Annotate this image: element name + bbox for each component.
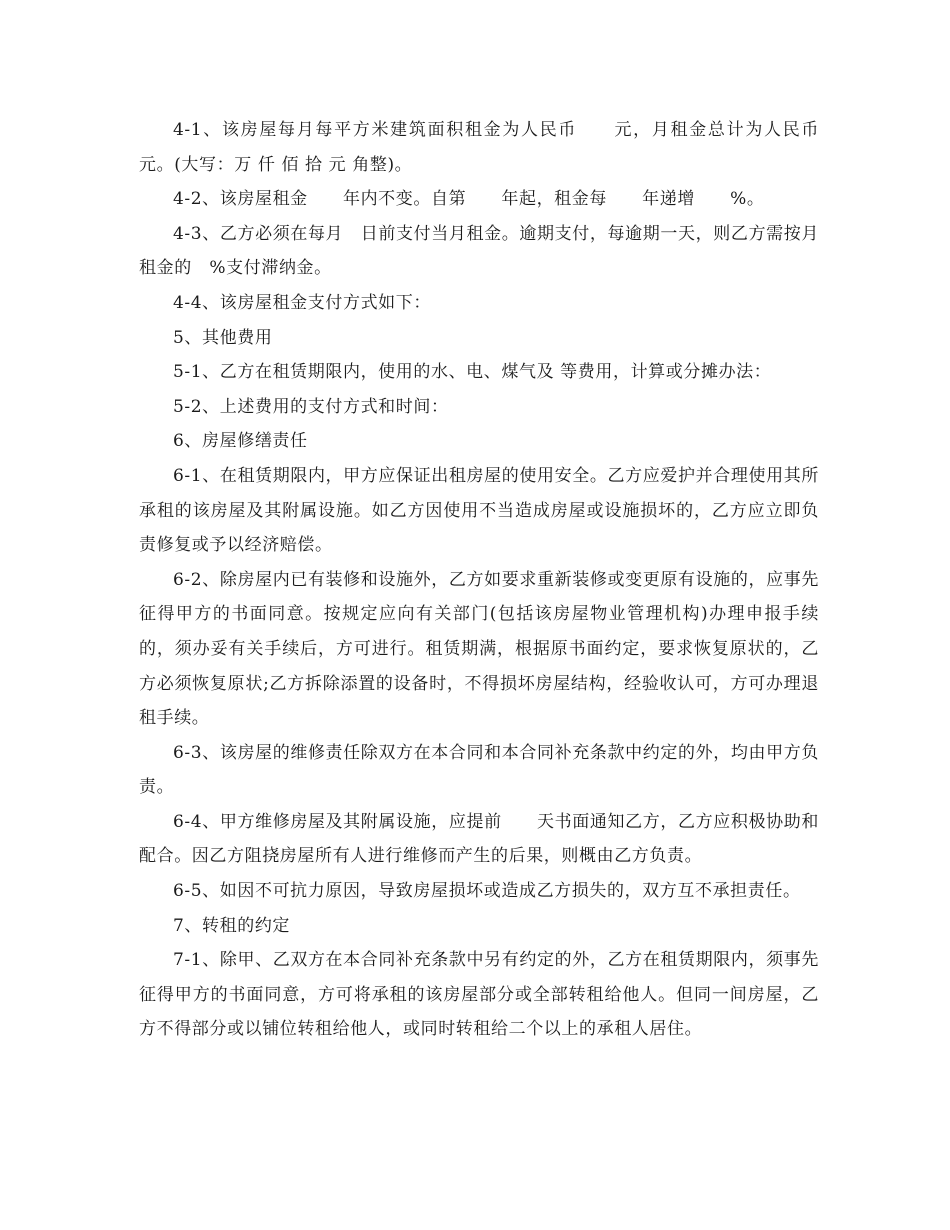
clause-7-1: 7-1、除甲、乙双方在本合同补充条款中另有约定的外，乙方在租赁期限内，须事先征得甲方的书面同意，方可将承租的该房屋部分或全部转租给他人。但同一间房屋，乙方不得部分或以铺位转租给他人，或同时转租给二个以上的承租人居住。	[139, 950, 819, 1040]
section-7-heading: 7、转租的约定	[173, 915, 291, 936]
clause-4-2: 4-2、该房屋租金 年内不变。自第 年起，租金每 年递增 %。	[173, 189, 765, 210]
clause-4-3: 4-3、乙方必须在每月 日前支付当月租金。逾期支付，每逾期一天，则乙方需按月租金的 %支付滞纳金。	[139, 223, 819, 279]
clause-6-4: 6-4、甲方维修房屋及其附属设施，应提前 天书面通知乙方，乙方应积极协助和配合。因乙方阻挠房屋所有人进行维修而产生的后果，则概由乙方负责。	[139, 811, 819, 867]
document-body	[139, 113, 837, 1047]
clause-4-4: 4-4、该房屋租金支付方式如下：	[173, 292, 431, 313]
clause-6-2: 6-2、除房屋内已有装修和设施外，乙方如要求重新装修或变更原有设施的，应事先征得甲方的书面同意。按规定应向有关部门(包括该房屋物业管理机构)办理申报手续的，须办妥有关手续后，方可进行。租赁期满，根据原书面约定，要求恢复原状的，乙方必须恢复原状;乙方拆除添置的设备时，不得损坏房屋结构，经验收认可，方可办理退租手续。	[139, 569, 819, 729]
section-6-heading: 6、房屋修缮责任	[173, 431, 308, 452]
clause-6-1: 6-1、在租赁期限内，甲方应保证出租房屋的使用安全。乙方应爱护并合理使用其所承租的该房屋及其附属设施。如乙方因使用不当造成房屋或设施损坏的，乙方应立即负责修复或予以经济赔偿。	[139, 465, 819, 556]
clause-6-5: 6-5、如因不可抗力原因，导致房屋损坏或造成乙方损失的，双方互不承担责任。	[173, 881, 801, 902]
clause-6-3: 6-3、该房屋的维修责任除双方在本合同和本合同补充条款中约定的外，均由甲方负责。	[139, 742, 819, 798]
clause-4-1: 4-1、该房屋每月每平方米建筑面积租金为人民币 元，月租金总计为人民币 元。(大写：万 仟 佰 拾 元 角整)。	[139, 120, 837, 175]
clause-5-1: 5-1、乙方在租赁期限内，使用的水、电、煤气及 等费用，计算或分摊办法：	[173, 362, 772, 383]
clause-5-2: 5-2、上述费用的支付方式和时间：	[173, 396, 449, 417]
section-5-heading: 5、其他费用	[173, 327, 273, 348]
